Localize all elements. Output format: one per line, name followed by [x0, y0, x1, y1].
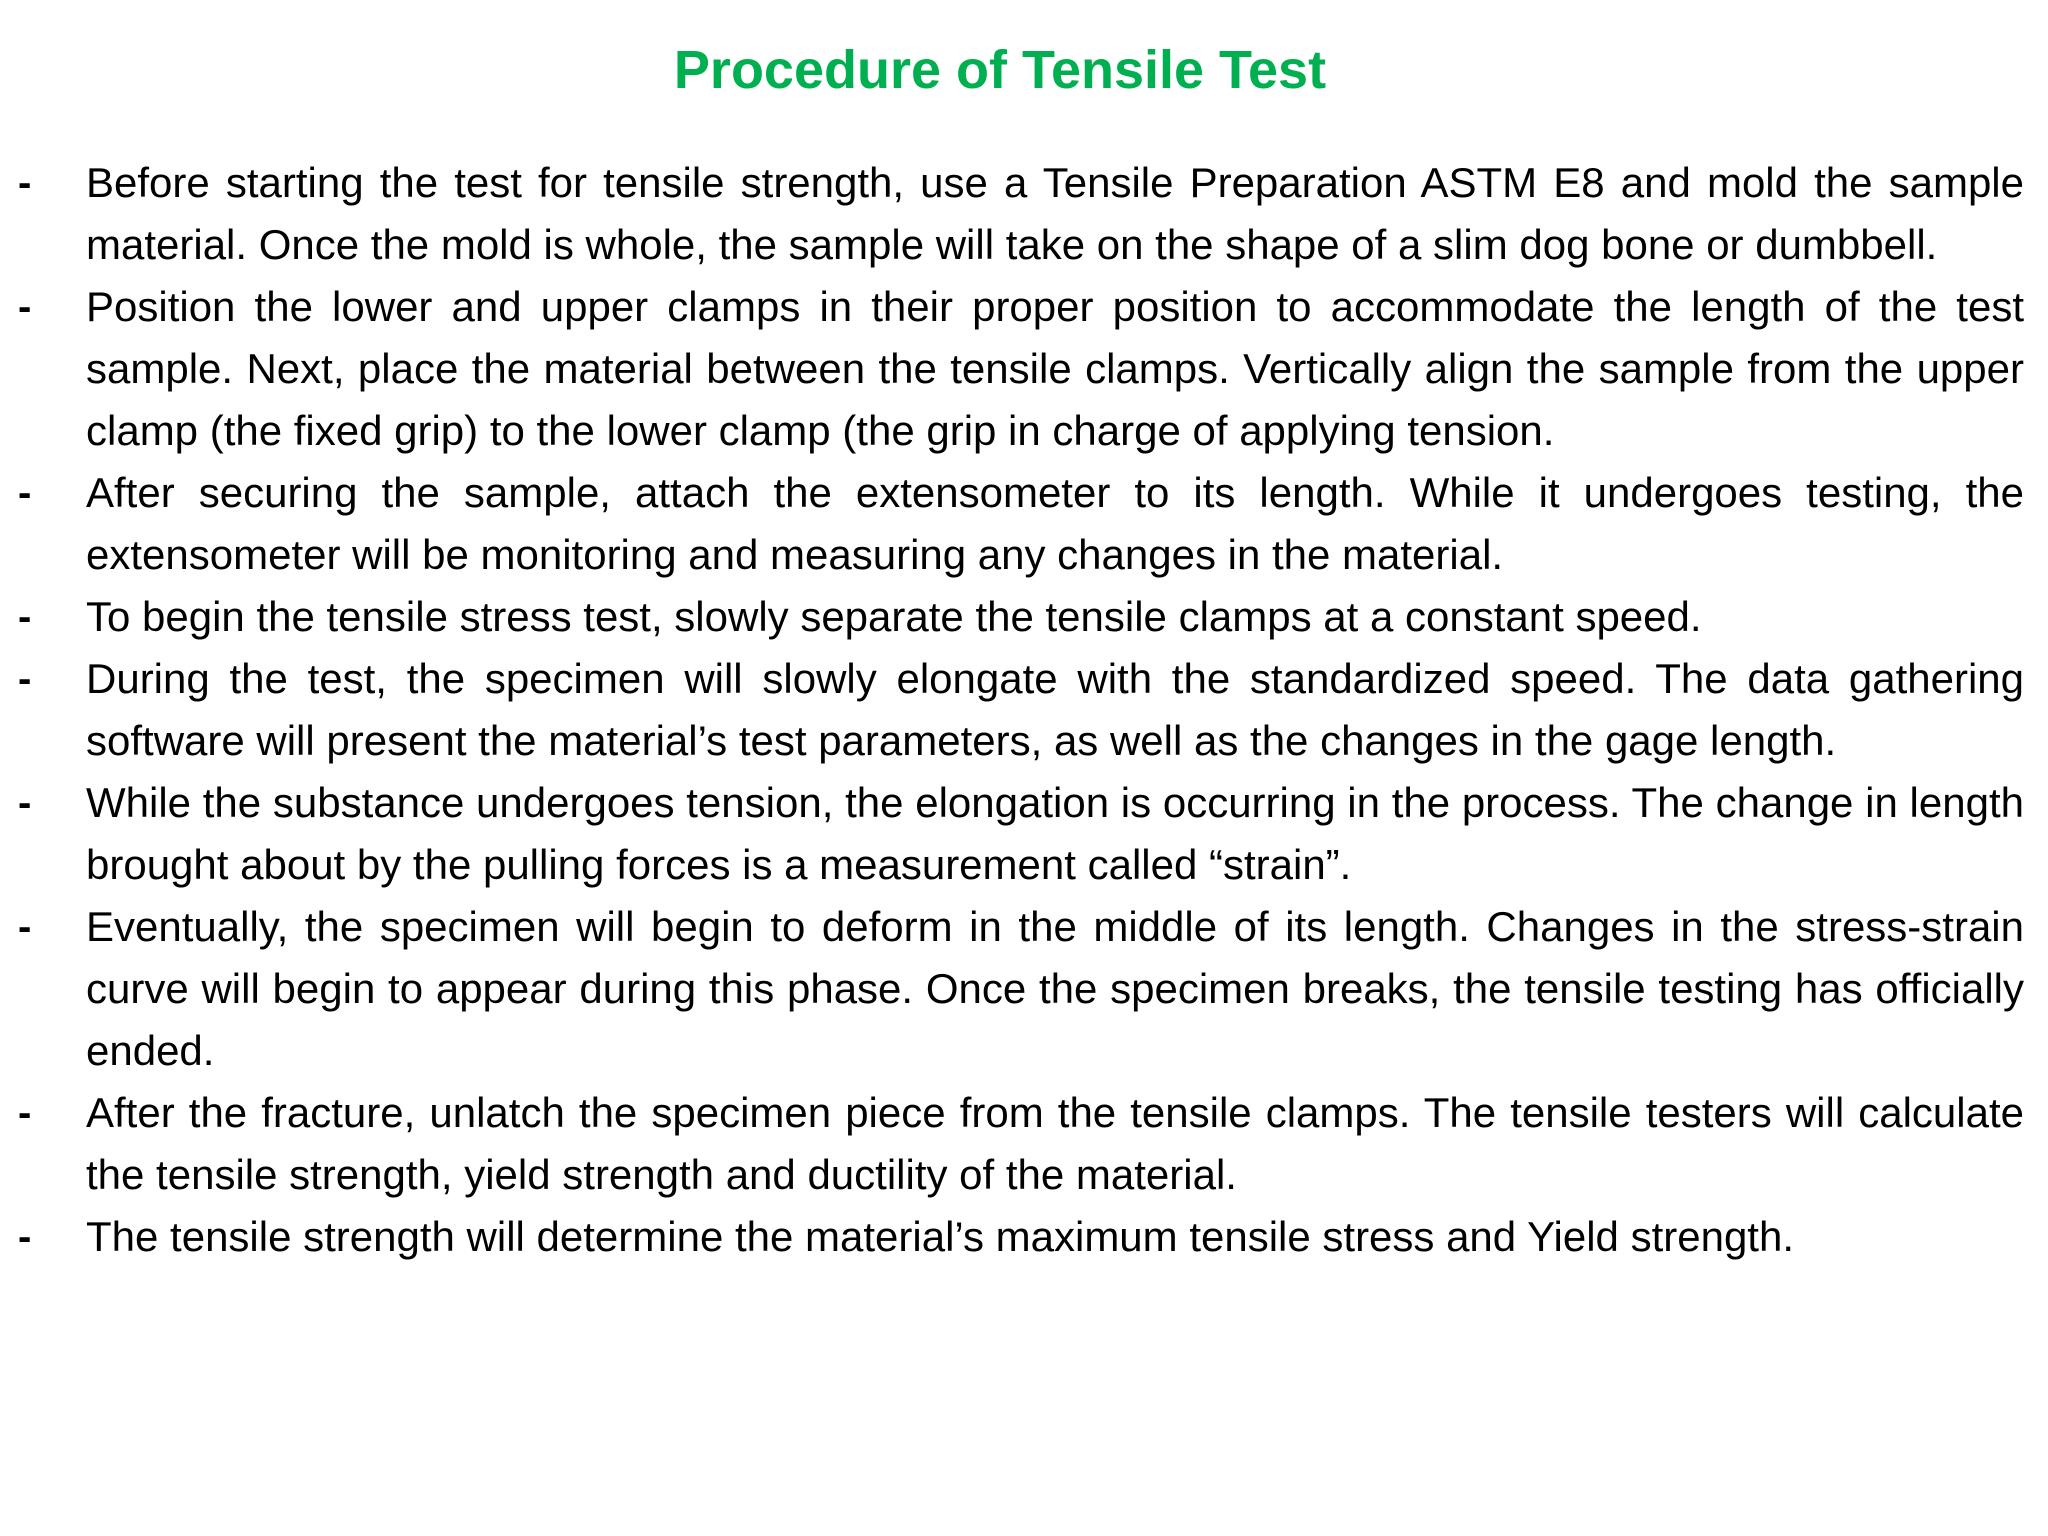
bullet-item — [18, 276, 2024, 462]
bullet-text: Before starting the test for tensile strength, use a Tensile Preparation ASTM E8 and mold the sample material. Once the mold is whole, the sample will take on the shape of a slim dog bone or dumbbell. — [86, 159, 2024, 268]
bullet-item — [18, 152, 2024, 276]
bullet-text: After the fracture, unlatch the specimen piece from the tensile clamps. The tensile testers will calculate the tensile strength, yield strength and ductility of the material. — [86, 1089, 2024, 1198]
bullet-dash: - — [18, 657, 32, 701]
bullet-item — [18, 896, 2024, 1082]
bullet-text: After securing the sample, attach the extensometer to its length. While it undergoes testing, the extensometer will be monitoring and measuring any changes in the material. — [86, 469, 2024, 578]
bullet-dash: - — [18, 285, 32, 329]
bullet-item — [18, 1082, 2024, 1206]
bullet-dash: - — [18, 1091, 32, 1135]
slide-title: Procedure of Tensile Test — [673, 40, 1327, 100]
bullet-item — [18, 462, 2024, 586]
bullet-text: The tensile strength will determine the material’s maximum tensile stress and Yield strength. — [86, 1213, 1794, 1260]
bullet-dash: - — [18, 595, 32, 639]
bullet-dash: - — [18, 905, 32, 949]
bullet-dash: - — [18, 781, 32, 825]
bullet-item — [18, 648, 2024, 772]
bullet-text: While the substance undergoes tension, the elongation is occurring in the process. The change in length brought about by the pulling forces is a measurement called “strain”. — [86, 779, 2024, 888]
bullet-text: Position the lower and upper clamps in their proper position to accommodate the length of the test sample. Next, place the material between the tensile clamps. Vertically align the sample from the upper clamp (the fixed grip) to the lower clamp (the grip in charge of applying tension. — [86, 283, 2024, 454]
bullet-item — [18, 772, 2024, 896]
bullet-dash: - — [18, 161, 32, 205]
bullet-text: To begin the tensile stress test, slowly separate the tensile clamps at a constant speed. — [86, 593, 1702, 640]
bullet-item — [18, 586, 2024, 648]
bullet-dash: - — [18, 471, 32, 515]
bullet-text: Eventually, the specimen will begin to deform in the middle of its length. Changes in the stress-strain curve will begin to appear during this phase. Once the specimen breaks, the tensile testing has officially ended. — [86, 903, 2024, 1074]
bullet-text: During the test, the specimen will slowly elongate with the standardized speed. The data gathering software will present the material’s test parameters, as well as the changes in the gage length. — [86, 655, 2024, 764]
bullet-list — [18, 152, 2024, 1268]
bullet-item — [18, 1206, 2024, 1268]
bullet-dash: - — [18, 1215, 32, 1259]
